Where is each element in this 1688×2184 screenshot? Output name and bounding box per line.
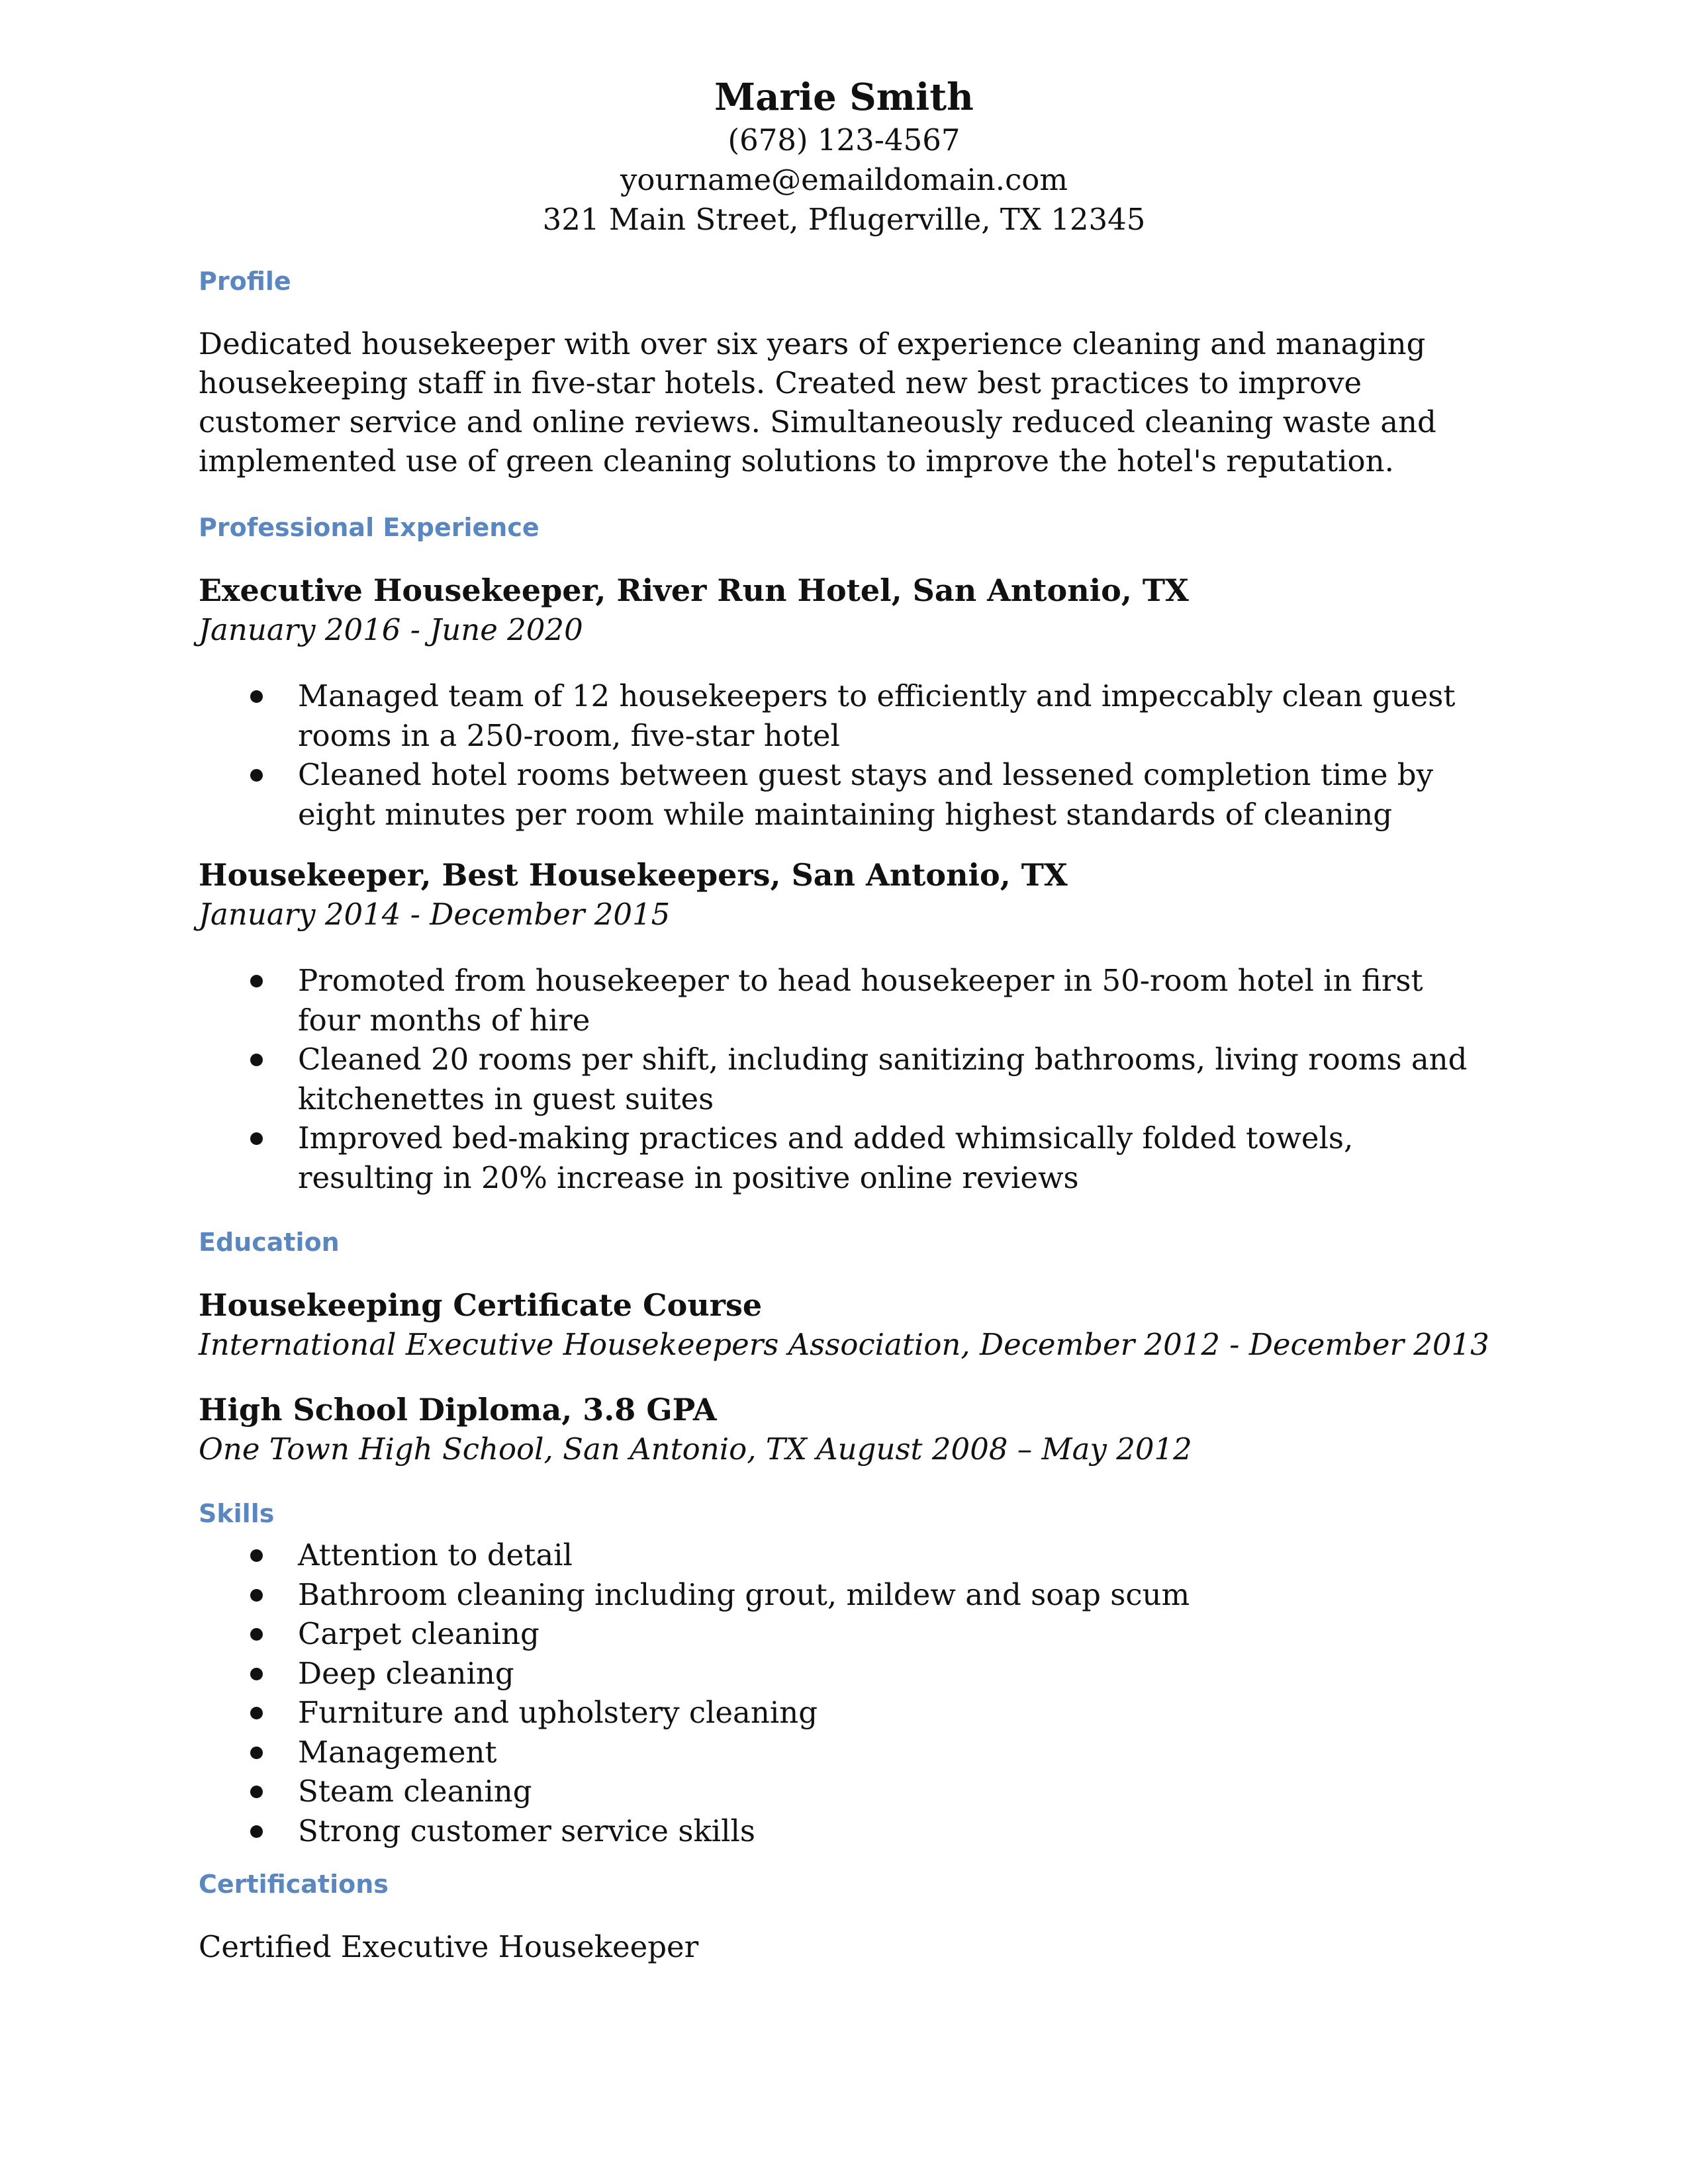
certifications-heading: Certifications [199, 1870, 389, 1899]
profile-summary: Dedicated housekeeper with over six years of experience cleaning and managing housekeeping staff in five-star hotels. Created new best practices to improve customer service and online reviews. Simultaneously reduced cleaning waste and implemented use of green cleaning solutions to improve the hotel's reputation. [199, 326, 1436, 478]
job-bullet-text: Cleaned 20 rooms per shift, including sanitizing bathrooms, living rooms and kitchenettes in guest suites [298, 1042, 1468, 1116]
skills-heading: Skills [199, 1499, 275, 1528]
skill-text: Deep cleaning [298, 1655, 514, 1691]
phone-number: (678) 123-4567 [727, 122, 961, 158]
email-address: yourname@emaildomain.com [620, 162, 1068, 197]
skill-item [0, 1575, 1489, 1615]
street-address: 321 Main Street, Pflugerville, TX 12345 [542, 202, 1146, 237]
job-bullet [0, 1118, 1489, 1197]
experience-heading: Professional Experience [199, 513, 539, 542]
bullet-icon [250, 1747, 263, 1759]
job-title: Executive Housekeeper, River Run Hotel, San Antonio, TX [199, 572, 1189, 608]
bullet-icon [250, 1549, 263, 1562]
bullet-icon [250, 1786, 263, 1798]
job-bullet-text: Improved bed-making practices and added whimsically folded towels, resulting in 20% increase in positive online reviews [298, 1120, 1354, 1195]
job-bullet [0, 755, 1489, 834]
skill-text: Management [298, 1734, 497, 1770]
profile-heading: Profile [199, 267, 291, 296]
job-bullet-text: Managed team of 12 housekeepers to efficiently and impeccably clean guest rooms in a 250-room, five-star hotel [298, 678, 1456, 753]
job-bullet [0, 1040, 1489, 1118]
bullet-icon [250, 1707, 263, 1719]
education-title: Housekeeping Certificate Course [199, 1287, 763, 1323]
job-bullet [0, 961, 1489, 1040]
bullet-icon [250, 975, 263, 987]
job-dates: January 2016 - June 2020 [199, 612, 583, 647]
skill-text: Attention to detail [298, 1537, 573, 1572]
education-title: High School Diploma, 3.8 GPA [199, 1392, 717, 1428]
job-bullet-list [0, 676, 1489, 834]
bullet-icon [250, 1668, 263, 1680]
education-heading: Education [199, 1228, 340, 1257]
bullet-icon [250, 769, 263, 782]
job-bullet [0, 676, 1489, 755]
skill-text: Steam cleaning [298, 1774, 532, 1809]
bullet-icon [250, 1054, 263, 1066]
resume-header [0, 74, 1688, 240]
job-bullet-text: Promoted from housekeeper to head housekeeper in 50-room hotel in first four months of hire [298, 963, 1423, 1038]
bullet-icon [250, 1825, 263, 1838]
bullet-icon [250, 690, 263, 703]
skill-text: Furniture and upholstery cleaning [298, 1695, 818, 1730]
skill-item [0, 1654, 1489, 1694]
skill-item [0, 1535, 1489, 1575]
bullet-icon [250, 1132, 263, 1145]
skill-item [0, 1733, 1489, 1772]
skill-text: Bathroom cleaning including grout, mildew and soap scum [298, 1576, 1190, 1612]
skill-text: Carpet cleaning [298, 1616, 539, 1651]
job-bullet-text: Cleaned hotel rooms between guest stays and lessened completion time by eight minutes per room while maintaining highest standards of cleaning [298, 757, 1434, 832]
candidate-name: Marie Smith [714, 75, 974, 119]
skill-item [0, 1811, 1489, 1851]
education-detail: International Executive Housekeepers Association, December 2012 - December 2013 [199, 1327, 1489, 1362]
skill-item [0, 1614, 1489, 1654]
education-detail: One Town High School, San Antonio, TX August 2008 – May 2012 [199, 1432, 1192, 1467]
skills-list [0, 1535, 1489, 1850]
job-title: Housekeeper, Best Housekeepers, San Antonio, TX [199, 857, 1068, 893]
certification-item: Certified Executive Housekeeper [199, 1929, 699, 1964]
skill-item [0, 1772, 1489, 1811]
bullet-icon [250, 1628, 263, 1641]
skill-item [0, 1693, 1489, 1733]
job-dates: January 2014 - December 2015 [199, 897, 671, 932]
job-bullet-list [0, 961, 1489, 1197]
skill-text: Strong customer service skills [298, 1813, 755, 1848]
bullet-icon [250, 1589, 263, 1602]
